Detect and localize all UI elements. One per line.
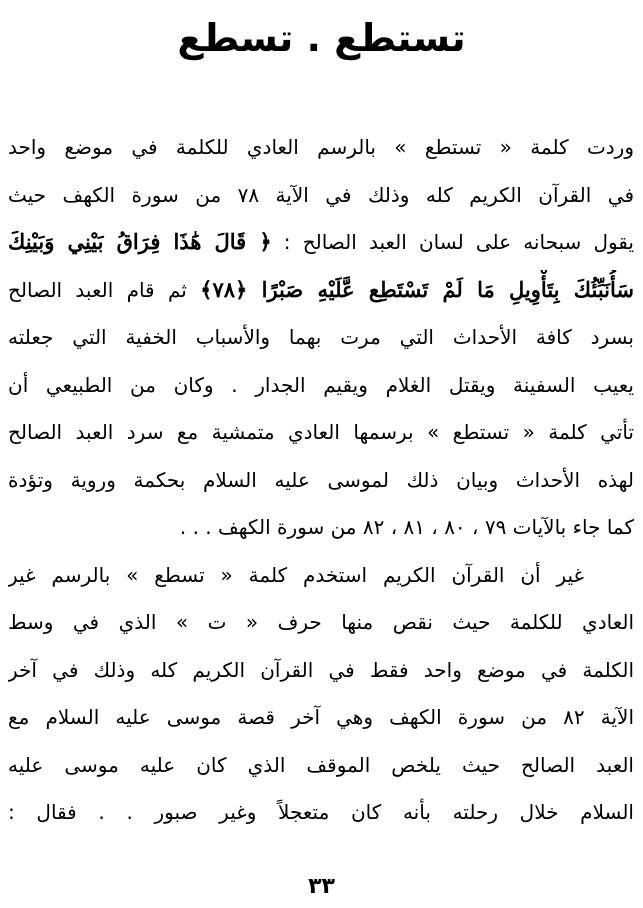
line-text: يقول سبحانه على لسان العبد الصالح : (271, 230, 634, 254)
line-text: السلام خلال رحلته بأنه كان متعجلاً وغير صبور . . فقال : (8, 800, 634, 824)
line-text: العبد الصالح حيث يلخص الموقف الذي كان عليه موسى عليه (8, 753, 634, 777)
text-line (8, 175, 634, 215)
quran-verse: ﴿ قَالَ هَٰذَا فِرَاقُ بَيْنِي وَبَيْنِكَ (8, 229, 272, 254)
text-line (8, 507, 634, 547)
page-title: تستطع . تسطع (177, 16, 466, 60)
text-line (8, 555, 634, 595)
line-text: ثم قام العبد الصالح (8, 278, 201, 302)
text-line (8, 650, 634, 690)
line-text: كما جاء بالآيات ٧٩ ، ٨٠ ، ٨١ ، ٨٢ من سورة الكهف . . . (179, 515, 634, 539)
quran-verse: سَأُنَبِّئُكَ بِتَأْوِيلِ مَا لَمْ تَسْتَطِع عَّلَيْهِ صَبْرًا ﴿٧٨﴾ (200, 277, 634, 302)
line-text: تأتي كلمة « تستطع » برسمها العادي متمشية مع سرد العبد الصالح (8, 420, 634, 444)
line-text: بسرد كافة الأحداث التي مرت بهما والأسباب الخفية التي جعلته (8, 325, 634, 349)
line-text: الكلمة في موضع واحد فقط في القرآن الكريم كله وذلك في آخر (8, 658, 634, 682)
text-line (8, 127, 634, 167)
line-text: في القرآن الكريم كله وذلك في الآية ٧٨ من سورة الكهف حيث (8, 183, 634, 207)
line-text: لهذه الأحداث وبيان ذلك لموسى عليه السلام بحكمة وروية وتؤدة (8, 468, 634, 492)
text-line (8, 365, 634, 405)
text-line (8, 792, 634, 832)
text-line (8, 602, 634, 642)
line-text: وردت كلمة « تستطع » بالرسم العادي للكلمة في موضع واحد (8, 135, 634, 159)
text-line (8, 697, 634, 737)
text-line (8, 460, 634, 500)
line-text: غير أن القرآن الكريم استخدم كلمة « تسطع » بالرسم غير (8, 563, 584, 587)
line-text: الآية ٨٢ من سورة الكهف وهي آخر قصة موسى عليه السلام مع (8, 705, 634, 729)
text-line (8, 412, 634, 452)
text-line (8, 222, 634, 262)
page-number: ٣٣ (308, 874, 335, 899)
line-text: العادي للكلمة حيث نقص منها حرف « ت » الذي في وسط (8, 610, 634, 634)
line-text: يعيب السفينة ويقتل الغلام ويقيم الجدار . وكان من الطبيعي أن (8, 373, 634, 397)
text-line (8, 317, 634, 357)
text-line (8, 745, 634, 785)
text-line (8, 270, 634, 310)
